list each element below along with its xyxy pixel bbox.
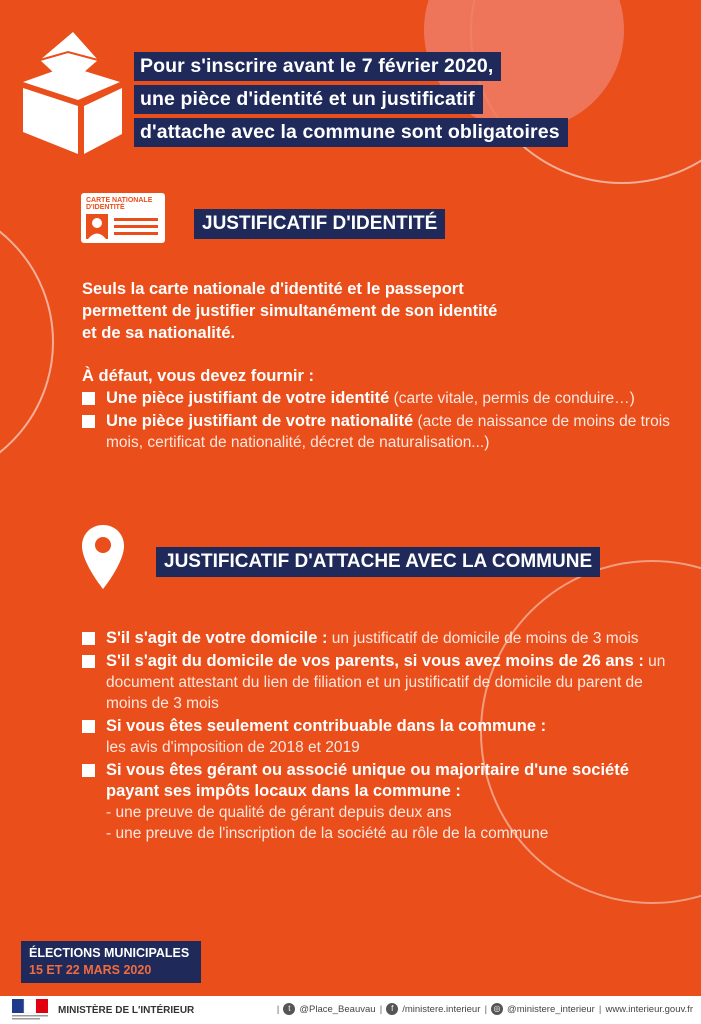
- item-text: les avis d'imposition de 2018 et 2019: [106, 739, 360, 756]
- facebook-icon: f: [386, 1003, 398, 1015]
- identity-list: [82, 388, 682, 455]
- bullet-square: [82, 764, 95, 777]
- item-bold-text: Une pièce justifiant de votre identité: [106, 389, 390, 407]
- badge-dates: 15 ET 22 MARS 2020: [29, 963, 152, 977]
- marianne-logo: [12, 999, 48, 1021]
- facebook-link[interactable]: /ministere.interieur: [402, 1003, 481, 1015]
- instagram-link[interactable]: @ministere_interieur: [507, 1003, 595, 1015]
- elections-badge: [21, 941, 201, 983]
- list-item: [82, 388, 682, 409]
- fallback-heading: À défaut, vous devez fournir :: [82, 367, 314, 385]
- ballot-box-icon: [18, 22, 128, 157]
- paragraph-line: et de sa nationalité.: [82, 324, 236, 342]
- footer-bar: [0, 996, 701, 1024]
- header-line: d'attache avec la commune sont obligatoires: [134, 118, 568, 147]
- social-links: | t @Place_Beauvau | f /ministere.interieur | ◎ @ministere_interieur | www.interieur.gouv.fr: [276, 1003, 693, 1015]
- list-item: [82, 628, 682, 649]
- location-pin-icon: [80, 523, 126, 591]
- ministry-name: MINISTÈRE DE L'INTÉRIEUR: [58, 1005, 195, 1016]
- item-bold-text: S'il s'agit de votre domicile :: [106, 629, 328, 647]
- list-item: [82, 716, 682, 758]
- header-line: Pour s'inscrire avant le 7 février 2020,: [134, 52, 501, 81]
- paragraph-line: permettent de justifier simultanément de son identité: [82, 302, 498, 320]
- item-text: (carte vitale, permis de conduire…): [389, 390, 635, 407]
- header-line: une pièce d'identité et un justificatif: [134, 85, 483, 114]
- bullet-square: [82, 632, 95, 645]
- item-text: (acte de naissance de moins de trois mois, certificat de nationalité, décret de naturalisation...): [106, 413, 670, 451]
- item-bold-text: Une pièce justifiant de votre nationalité: [106, 412, 414, 430]
- attachment-list: [82, 628, 682, 846]
- item-text: un justificatif de domicile de moins de 3 mois: [327, 630, 639, 647]
- website-link[interactable]: www.interieur.gouv.fr: [605, 1003, 693, 1015]
- id-card-label: CARTE NATIONALE: [86, 197, 153, 204]
- list-item: [82, 411, 682, 453]
- badge-title: ÉLECTIONS MUNICIPALES: [29, 946, 190, 960]
- bullet-square: [82, 415, 95, 428]
- item-bold-text: Si vous êtes gérant ou associé unique ou majoritaire d'une société payant ses impôts locaux dans la commune :: [106, 761, 629, 800]
- twitter-link[interactable]: @Place_Beauvau: [299, 1003, 376, 1015]
- list-item: [82, 651, 682, 714]
- bullet-square: [82, 720, 95, 733]
- item-text: un document attestant du lien de filiation et un justificatif de domicile du parent de moins de 3 mois: [106, 653, 666, 712]
- list-item: [82, 760, 682, 844]
- item-sub-text: - une preuve de qualité de gérant depuis deux ans: [106, 804, 452, 821]
- instagram-icon: ◎: [491, 1003, 503, 1015]
- twitter-icon: t: [283, 1003, 295, 1015]
- id-card-icon: [80, 192, 166, 244]
- id-card-label: D'IDENTITÉ: [86, 204, 125, 211]
- bullet-square: [82, 392, 95, 405]
- section-title-attachment: JUSTIFICATIF D'ATTACHE AVEC LA COMMUNE: [156, 547, 600, 577]
- item-bold-text: Si vous êtes seulement contribuable dans la commune :: [106, 717, 547, 735]
- item-sub-text: - une preuve de l'inscription de la société au rôle de la commune: [106, 825, 549, 842]
- bullet-square: [82, 655, 95, 668]
- identity-paragraph: [82, 278, 642, 344]
- paragraph-line: Seuls la carte nationale d'identité et le passeport: [82, 280, 464, 298]
- section-title-identity: JUSTIFICATIF D'IDENTITÉ: [194, 209, 445, 239]
- decorative-circle: [0, 200, 54, 484]
- item-bold-text: S'il s'agit du domicile de vos parents, si vous avez moins de 26 ans :: [106, 652, 644, 670]
- header-title: [134, 52, 568, 151]
